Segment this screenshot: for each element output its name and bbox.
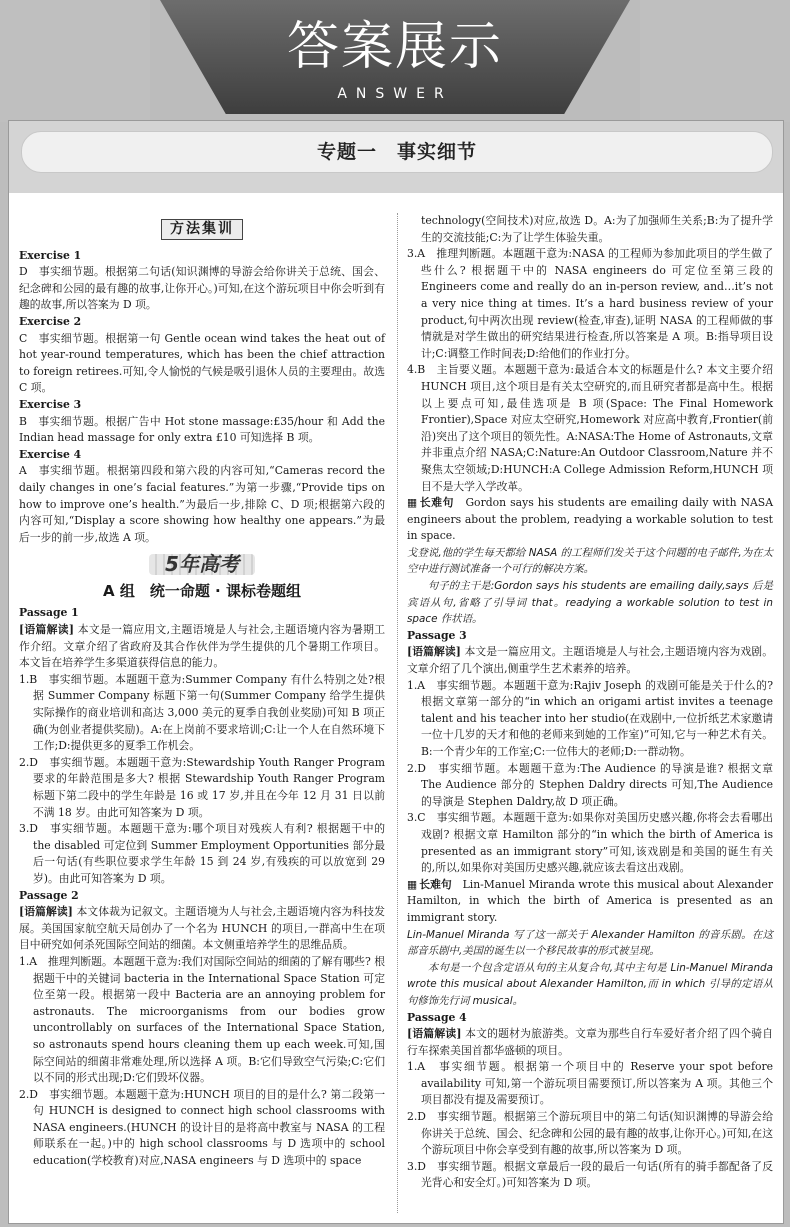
- five-year-badge: 5年高考: [149, 554, 255, 575]
- reading-tag: [语篇解读]: [407, 1027, 462, 1041]
- question-answer: 3.D 事实细节题。根据文章最后一段的最后一句话(所有的骑手都配备了反光背心和安全灯。)可知答案为 D 项。: [407, 1159, 773, 1190]
- question-answer-continued: technology(空间技术)对应,故选 D。A:为了加强师生关系;B:为了提升学生的交流技能;C:为了让学生体验失重。: [421, 214, 773, 244]
- question-answer: 2.D 事实细节题。本题题干意为:The Audience 的导演是谁? 根据文章 The Audience 部分的 Stephen Daldry directs 可知,The Audience 的导演是 Stephen Daldry,故 D 项正确。: [407, 761, 773, 808]
- reading-tag: [语篇解读]: [19, 623, 74, 637]
- passage-label: Passage 2: [19, 888, 79, 902]
- long-sentence: Lin-Manuel Miranda wrote this musical about Alexander Hamilton, in which the birth of America is presented as an immigrant story.: [407, 877, 774, 924]
- long-sentence-analysis: 本句是一个包含定语从句的主从复合句,其中主句是 Lin-Manuel Miranda wrote this musical about Alexander Hamilton,而 in which 引导的定语从句修饰先行词 musical。: [407, 961, 773, 1007]
- page-subtitle: ANSWER: [337, 86, 453, 102]
- question-answer: 1.A 事实细节题。根据第一个项目中的 Reserve your spot before availability 可知,第一个游玩项目需要预订,所以答案为 A 项。其他三个项目都没有提及需要预订。: [407, 1060, 773, 1107]
- long-sentence-translation: Lin-Manuel Miranda 写了这一部关于 Alexander Hamilton 的音乐剧。在这部音乐剧中,美国的诞生以一个移民故事的形式被呈现。: [407, 928, 773, 958]
- reading-summary: 本文的题材为旅游类。文章为那些自行车爱好者介绍了四个骑自行车探索美国首都华盛顿的项目。: [407, 1027, 774, 1057]
- long-sentence-analysis: 句子的主干是:Gordon says his students are emailing daily,says 后是宾语从句,省略了引导词 that。readying a workable solution to test in space 作状语。: [407, 580, 773, 626]
- question-answer: 2.D 事实细节题。根据第三个游玩项目中的第二句话(知识渊博的导游会给你讲关于总统、国会、纪念碑和公园的最有趣的故事,让你开心。)可知,在这个游玩项目中你会享受到有趣的故事,所以答案为 D 项。: [407, 1110, 773, 1157]
- page-title: 答案展示: [286, 17, 503, 77]
- long-sentence-translation: 戈登说,他的学生每天都给 NASA 的工程师们发关于这个问题的电子邮件,为在太空中进行测试准备一个可行的解决方案。: [407, 546, 773, 576]
- exercise-answer: B 事实细节题。根据广告中 Hot stone massage:£35/hour 和 Add the Indian head massage for only extra £10 可知选择 B 项。: [19, 414, 385, 445]
- question-answer: 2.D 事实细节题。本题题干意为:HUNCH 项目的目的是什么? 第二段第一句 HUNCH is designed to connect high school classrooms with NASA engineers.(HUNCH 的设计目的是将高中教室与 NASA 的工程师联系在一起。)中的 high school classrooms 与 D 选项中的 school education(学校教育)对应,NASA engineers 与 D 选项中的 space: [19, 1087, 385, 1168]
- reading-summary: 本文体裁为记叙文。主题语境为人与社会,主题语境内容为科技发展。美国国家航空航天局创办了一个名为 HUNCH 的项目,一群高中生在项目中研究如何杀死国际空间站的细菌。本文侧重培养学生的思维品质。: [19, 905, 386, 952]
- answer-page: [8, 120, 784, 1224]
- exercise-label: Exercise 2: [19, 314, 82, 328]
- passage-label: Passage 4: [407, 1010, 467, 1024]
- topic-band: [9, 121, 783, 193]
- long-sentence-tag: ▦ 长难句: [407, 878, 452, 891]
- passage-label: Passage 1: [19, 606, 79, 620]
- reading-summary: 本文是一篇应用文,主题语境是人与社会,主题语境内容为暑期工作介绍。文章介绍了省政府及其合作伙伴为学生提供的几个暑期工作项目。本文旨在培养学生多渠道获得信息的能力。: [19, 623, 385, 670]
- exercise-label: Exercise 1: [19, 248, 82, 262]
- column-divider: [397, 213, 398, 1213]
- group-heading: A 组 统一命题 · 课标卷题组: [103, 581, 301, 600]
- left-column: [19, 213, 385, 1170]
- topic-title: 专题一 事实细节: [21, 131, 773, 173]
- method-heading: 方法集训: [161, 219, 243, 240]
- long-sentence: Gordon says his students are emailing daily with NASA engineers about the problem, readying a workable solution to test in space.: [407, 496, 774, 543]
- passage-label: Passage 3: [407, 628, 467, 642]
- exercise-label: Exercise 4: [19, 447, 82, 461]
- question-answer: 2.D 事实细节题。本题题干意为:Stewardship Youth Ranger Program 要求的年龄范围是多大? 根据 Stewardship Youth Ranger Program 标题下第二段中的学生年龄是 16 或 17 岁,并且在今年 12 月 31 日以前不满 18 岁。由此可知答案为 D 项。: [19, 755, 385, 819]
- question-answer: 1.B 事实细节题。本题题干意为:Summer Company 有什么特别之处?根据 Summer Company 标题下第一句(Summer Company 给学生提供实际操作的商业培训和高达 3,000 美元的夏季自我创业奖励)可知 B 项正确(为创业者提供奖励)。A:在上岗前不要求培训;C:让一个人在自然环境下工作;D:提供更多的夏季工作机会。: [19, 672, 385, 753]
- question-answer: 4.B 主旨要义题。本题题干意为:最适合本文的标题是什么? 本文主要介绍 HUNCH 项目,这个项目是有关太空研究的,而且研究者都是高中生。根据以上要点可知,最佳选项是 B 项(Space: The Final Homework Frontier),Space 对应太空研究,Homework 对应高中教育,Frontier(前沿)突出了这个项目的领先性。A:NASA:The Home of Astronauts,文章并非重点介绍 NASA;C:Nature:An Outdoor Classroom,Nature 并不聚焦太空领域;D:HUNCH:A College Admission Reform,HUNCH 项目不是大学入学改革。: [407, 363, 773, 493]
- exercise-label: Exercise 3: [19, 397, 82, 411]
- question-answer: 3.A 推理判断题。本题题干意为:NASA 的工程师为参加此项目的学生做了些什么? 根据题干中的 NASA engineers do 可定位至第三段的 Engineers come and really do an in-person review, and…it’s not a very nice thing at times. It’s a hard business review of your product,句中两次出现 review(检查,审查),证明 NASA 的工程师做的事情就是对学生做出的研究结果进行检查,所以答案是 A 项。B:指导项目设计;C:调整工作时间表;D:给他们的作业打分。: [407, 247, 773, 360]
- reading-tag: [语篇解读]: [407, 645, 461, 659]
- right-column: [407, 213, 773, 1192]
- reading-tag: [语篇解读]: [19, 905, 73, 919]
- header-banner: [0, 0, 790, 122]
- question-answer: 1.A 事实细节题。本题题干意为:Rajiv Joseph 的戏剧可能是关于什么的? 根据文章第一部分的“in which an origami artist invites a teenage talent and his teacher into her studio(在戏剧中,一位折纸艺术家邀请一位十几岁的天才和他的老师来到她的工作室)”可知,它与一种艺术有关。B:一个青少年的工作室;C:一位伟大的老师;D:一群动物。: [407, 678, 773, 758]
- exercise-answer: A 事实细节题。根据第四段和第六段的内容可知,“Cameras record the daily changes in one’s facial features.”为第一步骤,“Provide tips on how to improve one’s health.”为最后一步,排除 C、D 项;根据第六段的内容可知,“Display a score showing how healthy one appears.”为最后一步的前一步,故选 A 项。: [19, 464, 385, 544]
- question-answer: 1.A 推理判断题。本题题干意为:我们对国际空间站的细菌的了解有哪些? 根据题干中的关键词 bacteria in the International Space Station 可定位至第一段。根据第一段中 Bacteria are an annoying problem for astronauts. The microorganisms from our bodies grow uncontrollably on surfaces of the International Space Station, so astronauts spend hours cleaning them up each week.可知,国际空间站的细菌非常难处理,所以选择 A 项。B:它们导致空气污染;C:它们以不同的形式出现;D:它们毁坏仪器。: [19, 954, 385, 1085]
- exercise-answer: D 事实细节题。根据第二句话(知识渊博的导游会给你讲关于总统、国会、纪念碑和公园的最有趣的故事,让你开心。)可知,在这个游玩项目中你会听到有趣的故事,所以答案为 D 项。: [19, 265, 385, 312]
- question-answer: 3.D 事实细节题。本题题干意为:哪个项目对残疾人有利? 根据题干中的 the disabled 可定位到 Summer Employment Opportunities 部分最后一句话(有些职位要求学生年龄 15 到 24 岁,有残疾的可以放宽到 29 岁)。由此可知答案为 D 项。: [19, 822, 385, 885]
- long-sentence-tag: ▦ 长难句: [407, 496, 454, 509]
- reading-summary: 本文是一篇应用文。主题语境是人与社会,主题语境内容为戏剧。文章介绍了几个演出,侧重学生艺术素养的培养。: [407, 645, 774, 676]
- question-answer: 3.C 事实细节题。本题题干意为:如果你对美国历史感兴趣,你将会去看哪出戏剧? 根据文章 Hamilton 部分的“in which the birth of America is presented as an immigrant story”可知,该戏剧是和美国的诞生有关的,所以,如果你对美国历史感兴趣,就应该去看这出戏剧。: [407, 811, 773, 875]
- exercise-answer: C 事实细节题。根据第一句 Gentle ocean wind takes the heat out of hot year-round temperatures, which has been the chief attraction to foreign retirees.可知,令人愉悦的气候是吸引退休人员的主要理由。故选 C 项。: [19, 331, 385, 395]
